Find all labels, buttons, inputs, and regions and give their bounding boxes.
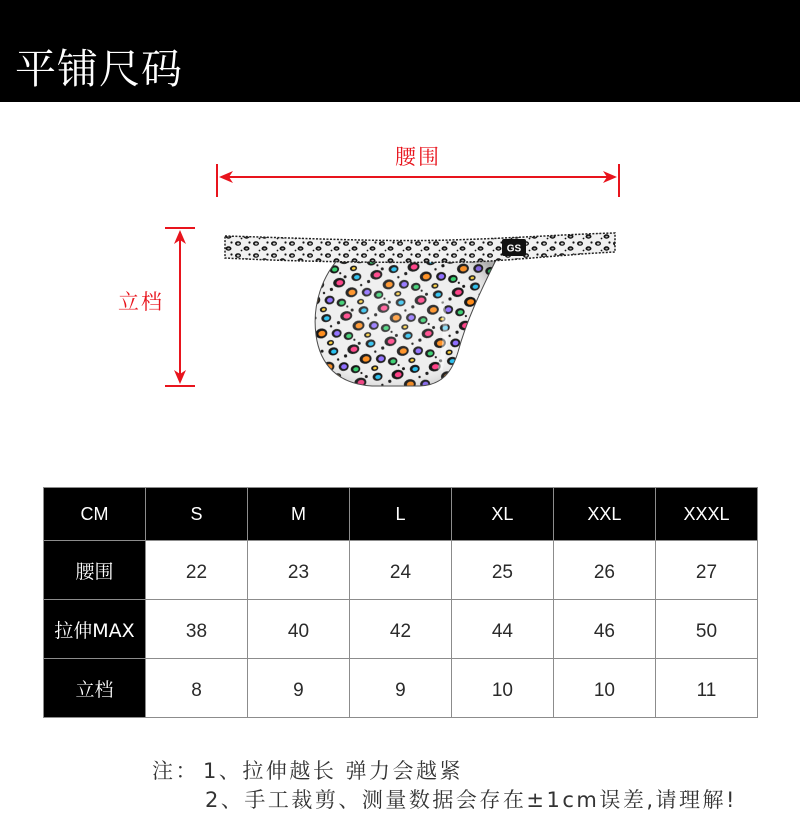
col-header-s: S bbox=[145, 488, 247, 541]
col-header-xxl: XXL bbox=[553, 488, 655, 541]
product-waistband bbox=[225, 233, 615, 262]
row-label-rise: 立档 bbox=[44, 659, 146, 718]
product-image bbox=[225, 233, 615, 386]
size-value-cell: 11 bbox=[655, 659, 757, 718]
col-header-xxxl: XXXL bbox=[655, 488, 757, 541]
brand-logo bbox=[502, 239, 526, 256]
note-item-2: 2、手工裁剪、测量数据会存在±1cm误差,请理解! bbox=[205, 788, 737, 812]
size-value-cell: 27 bbox=[655, 541, 757, 600]
size-value-cell: 40 bbox=[247, 600, 349, 659]
table-row-waist bbox=[44, 541, 758, 600]
size-value-cell: 26 bbox=[553, 541, 655, 600]
size-table bbox=[43, 487, 758, 718]
size-value-cell: 9 bbox=[349, 659, 451, 718]
size-value-cell: 25 bbox=[451, 541, 553, 600]
col-header-unit: CM bbox=[44, 488, 146, 541]
page-title: 平铺尺码 bbox=[15, 45, 183, 93]
table-row-stretch-max bbox=[44, 600, 758, 659]
size-value-cell: 44 bbox=[451, 600, 553, 659]
waist-label: 腰围 bbox=[395, 145, 441, 169]
size-value-cell: 8 bbox=[145, 659, 247, 718]
brand-logo-text: GS bbox=[506, 243, 522, 255]
table-row-rise bbox=[44, 659, 758, 718]
size-value-cell: 42 bbox=[349, 600, 451, 659]
size-value-cell: 46 bbox=[553, 600, 655, 659]
size-value-cell: 23 bbox=[247, 541, 349, 600]
rise-label: 立档 bbox=[118, 290, 164, 314]
size-value-cell: 24 bbox=[349, 541, 451, 600]
table-header-row bbox=[44, 488, 758, 541]
size-value-cell: 9 bbox=[247, 659, 349, 718]
size-value-cell: 10 bbox=[553, 659, 655, 718]
size-value-cell: 38 bbox=[145, 600, 247, 659]
size-value-cell: 50 bbox=[655, 600, 757, 659]
size-value-cell: 10 bbox=[451, 659, 553, 718]
note-item-1: 1、拉伸越长 弹力会越紧 bbox=[203, 759, 464, 783]
row-label-stretch-max: 拉伸MAX bbox=[44, 600, 146, 659]
row-label-waist: 腰围 bbox=[44, 541, 146, 600]
col-header-l: L bbox=[349, 488, 451, 541]
col-header-xl: XL bbox=[451, 488, 553, 541]
size-value-cell: 22 bbox=[145, 541, 247, 600]
note-prefix: 注： bbox=[152, 759, 199, 783]
col-header-m: M bbox=[247, 488, 349, 541]
